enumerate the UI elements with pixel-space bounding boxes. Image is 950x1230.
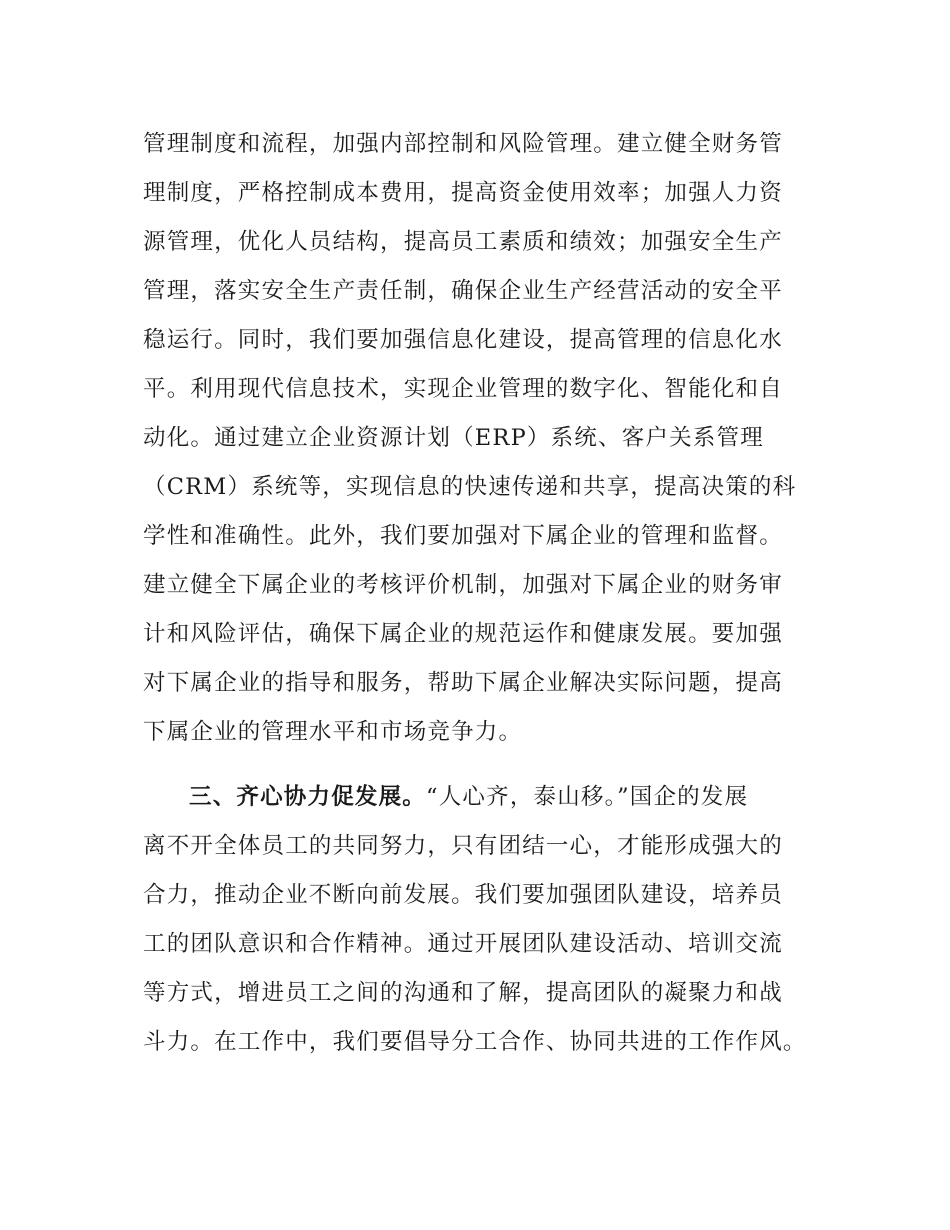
heading-line-text: “人心齐，泰山移。”国企的发展 [426,784,749,810]
text-line: （CRM）系统等，实现信息的快速传递和共享，提高决策的科 [143,474,797,500]
paragraph-management [143,120,843,757]
text-line: 斗力。在工作中，我们要倡导分工合作、协同共进的工作作风。 [143,1029,807,1055]
text-line: 管理制度和流程，加强内部控制和风险管理。建立健全财务管 [143,131,783,157]
text-line: 对下属企业的指导和服务，帮助下属企业解决实际问题，提高 [143,670,783,696]
text-line: 学性和准确性。此外，我们要加强对下属企业的管理和监督。 [143,523,783,549]
section-heading: 三、齐心协力促发展。 [189,784,427,810]
text-line: 稳运行。同时，我们要加强信息化建设，提高管理的信息化水 [143,327,783,353]
text-line: 离不开全体员工的共同努力，只有团结一心，才能形成强大的 [143,833,783,859]
text-line: 理制度，严格控制成本费用，提高资金使用效率；加强人力资 [143,180,783,206]
text-line: 计和风险评估，确保下属企业的规范运作和健康发展。要加强 [143,621,783,647]
text-line: 下属企业的管理水平和市场竞争力。 [143,719,523,745]
text-line: 等方式，增进员工之间的沟通和了解，提高团队的凝聚力和战 [143,980,783,1006]
document-body [143,120,843,1067]
text-line: 合力，推动企业不断向前发展。我们要加强团队建设，培养员 [143,882,783,908]
paragraph-teamwork [143,773,843,1067]
text-line: 动化。通过建立企业资源计划（ERP）系统、客户关系管理 [143,425,764,451]
text-line: 管理，落实安全生产责任制，确保企业生产经营活动的安全平 [143,278,783,304]
paragraph-spacing [143,757,843,773]
text-line: 建立健全下属企业的考核评价机制，加强对下属企业的财务审 [143,572,783,598]
text-line: 平。利用现代信息技术，实现企业管理的数字化、智能化和自 [143,376,783,402]
text-line: 源管理，优化人员结构，提高员工素质和绩效；加强安全生产 [143,229,783,255]
text-line: 工的团队意识和合作精神。通过开展团队建设活动、培训交流 [143,931,783,957]
paragraph-first-line [143,773,843,822]
